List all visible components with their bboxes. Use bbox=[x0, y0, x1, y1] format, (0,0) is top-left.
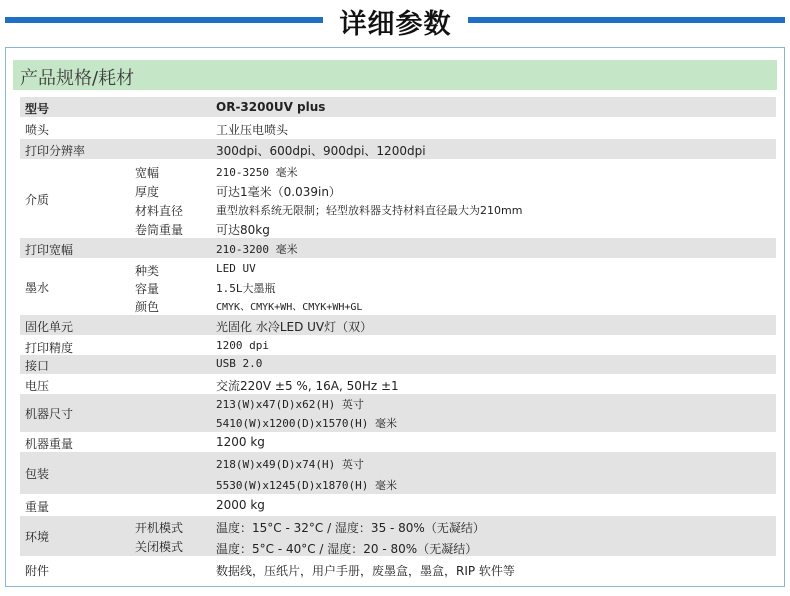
spec-label: 机器重量 bbox=[25, 437, 74, 451]
header-left-rule bbox=[5, 17, 323, 23]
spec-sublabel: 卷筒重量 bbox=[135, 223, 184, 237]
spec-row-machine-size bbox=[20, 394, 776, 432]
header-right-rule bbox=[468, 17, 785, 23]
spec-value: 210-3250 毫米 bbox=[216, 166, 298, 179]
spec-label: 打印宽幅 bbox=[25, 243, 74, 257]
spec-row-weight bbox=[20, 494, 776, 516]
spec-value: 工业压电喷头 bbox=[216, 123, 289, 137]
spec-value: 5530(W)x1245(D)x1870(H) 毫米 bbox=[216, 479, 397, 492]
spec-value: 213(W)x47(D)x62(H) 英寸 bbox=[216, 398, 364, 411]
header-banner bbox=[0, 0, 790, 46]
spec-value: LED UV bbox=[216, 262, 256, 275]
spec-value: 重型放料系统无限制；轻型放料器支持材料直径最大为210mm bbox=[216, 204, 523, 217]
spec-row-printhead bbox=[20, 118, 776, 138]
spec-sublabel: 厚度 bbox=[135, 185, 160, 199]
spec-value: 温度：15°C - 32°C / 湿度：35 - 80%（无凝结） bbox=[216, 521, 485, 535]
spec-label: 包装 bbox=[25, 467, 50, 481]
spec-value: 数据线，压纸片，用户手册，废墨盒，墨盒，RIP 软件等 bbox=[216, 564, 515, 578]
spec-row-environment bbox=[20, 516, 776, 556]
spec-label: 电压 bbox=[25, 379, 50, 393]
spec-sublabel: 容量 bbox=[135, 282, 160, 296]
spec-value: 光固化 水冷LED UV灯（双） bbox=[216, 320, 373, 334]
spec-row-resolution bbox=[20, 139, 776, 159]
spec-label: 打印精度 bbox=[25, 341, 74, 355]
spec-value: 1.5L大墨瓶 bbox=[216, 282, 276, 295]
spec-sublabel: 材料直径 bbox=[135, 204, 184, 218]
section-title: 产品规格/耗材 bbox=[20, 68, 135, 89]
spec-label: 喷头 bbox=[25, 123, 50, 137]
spec-label: 墨水 bbox=[25, 281, 50, 295]
spec-value: 温度：5°C - 40°C / 湿度：20 - 80%（无凝结） bbox=[216, 542, 478, 556]
spec-sublabel: 开机模式 bbox=[135, 521, 184, 535]
spec-row-media bbox=[20, 160, 776, 238]
spec-label: 环境 bbox=[25, 530, 50, 544]
spec-row-precision bbox=[20, 336, 776, 355]
spec-value: 可达1毫米（0.039in） bbox=[216, 185, 341, 199]
spec-value: 5410(W)x1200(D)x1570(H) 毫米 bbox=[216, 417, 397, 430]
spec-row-ink bbox=[20, 259, 776, 315]
page-title: 详细参数 bbox=[339, 9, 452, 40]
spec-value: 210-3200 毫米 bbox=[216, 243, 298, 256]
spec-label: 重量 bbox=[25, 500, 50, 514]
spec-row-model bbox=[20, 97, 776, 117]
spec-sublabel: 种类 bbox=[135, 264, 160, 278]
spec-label: 接口 bbox=[25, 359, 50, 373]
spec-label: 固化单元 bbox=[25, 320, 74, 334]
spec-row-accessories bbox=[20, 557, 776, 581]
spec-label: 型号 bbox=[25, 102, 50, 116]
spec-value: 300dpi、600dpi、900dpi、1200dpi bbox=[216, 144, 426, 158]
spec-label: 介质 bbox=[25, 193, 50, 207]
spec-value: CMYK、CMYK+WH、CMYK+WH+GL bbox=[216, 302, 363, 313]
spec-row-voltage bbox=[20, 374, 776, 394]
spec-row-package bbox=[20, 452, 776, 494]
spec-value: USB 2.0 bbox=[216, 357, 263, 370]
spec-value: 1200 dpi bbox=[216, 339, 269, 352]
spec-value: 2000 kg bbox=[216, 498, 265, 512]
spec-sublabel: 宽幅 bbox=[135, 166, 160, 180]
spec-row-curing bbox=[20, 315, 776, 335]
spec-row-print-width bbox=[20, 238, 776, 258]
spec-value: 218(W)x49(D)x74(H) 英寸 bbox=[216, 458, 364, 471]
spec-value: 交流220V ±5 %, 16A, 50Hz ±1 bbox=[216, 379, 399, 393]
spec-sublabel: 颜色 bbox=[135, 300, 160, 314]
spec-value: 1200 kg bbox=[216, 435, 265, 449]
spec-label: 打印分辨率 bbox=[25, 144, 86, 158]
spec-row-interface bbox=[20, 355, 776, 374]
spec-label: 附件 bbox=[25, 564, 50, 578]
spec-sublabel: 关闭模式 bbox=[135, 540, 184, 554]
spec-label: 机器尺寸 bbox=[25, 407, 74, 421]
spec-value: 可达80kg bbox=[216, 223, 270, 237]
spec-row-machine-weight bbox=[20, 432, 776, 452]
section-header bbox=[13, 60, 777, 90]
spec-value: OR-3200UV plus bbox=[216, 100, 326, 114]
